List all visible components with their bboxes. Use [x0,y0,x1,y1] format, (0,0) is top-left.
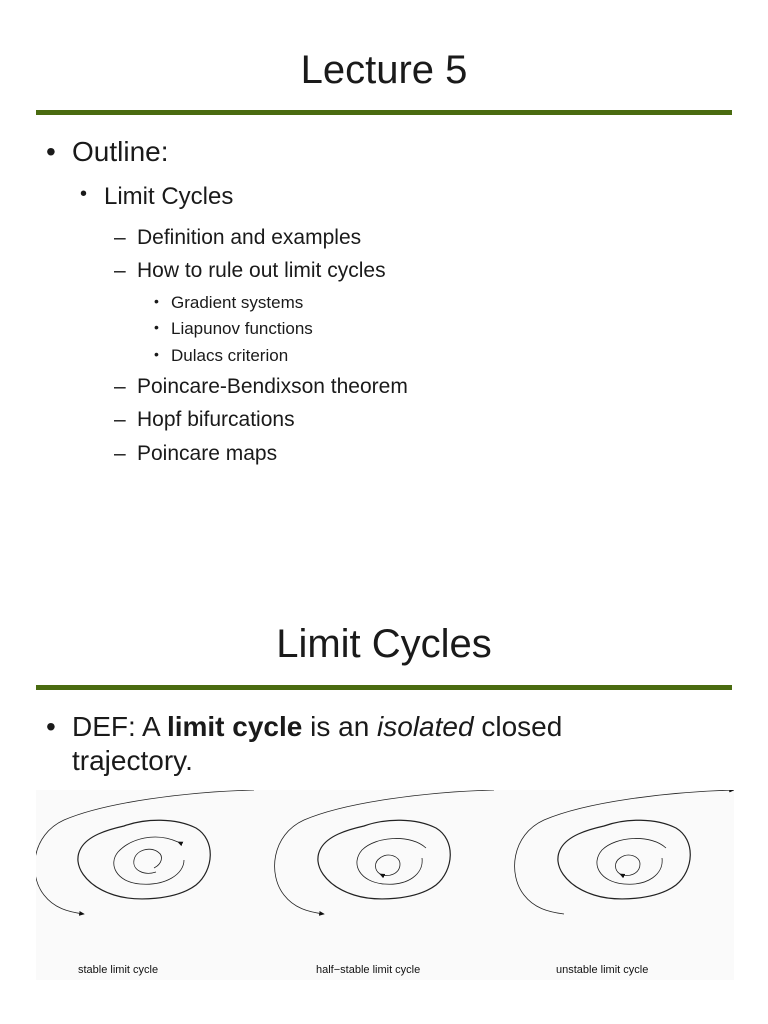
outline-item: How to rule out limit cycles [137,259,386,282]
dash-icon: – [114,226,126,249]
title-divider [36,110,732,115]
def-mid: is an [302,711,378,742]
def-prefix: DEF: A [72,711,167,742]
stable-limit-cycle-diagram [36,790,254,914]
outline-item: Definition and examples [137,226,362,249]
bullet-icon: • [154,319,159,335]
title-divider [36,685,732,690]
caption-unstable: unstable limit cycle [556,964,649,976]
dash-icon: – [114,259,126,282]
outline-label: Outline: [72,136,169,167]
slide-title: Limit Cycles [276,622,492,666]
outline-item: Poincare-Bendixson theorem [137,375,408,398]
outline-subitem: Liapunov functions [171,319,313,338]
limit-cycle-figure [36,790,734,980]
dash-icon: – [114,375,126,398]
slide-limit-cycles [0,512,768,1024]
outline-item: Poincare maps [137,442,278,465]
bullet-icon: • [154,346,159,362]
def-term: limit cycle [166,711,303,742]
outline-item: Hopf bifurcations [137,408,295,431]
slide-title: Lecture 5 [300,48,468,92]
phase-portraits [36,790,734,980]
caption-stable: stable limit cycle [78,964,159,976]
outline-subitem: Gradient systems [171,293,304,312]
dash-icon: – [114,442,126,465]
half-stable-limit-cycle-diagram [275,790,494,914]
section-limit-cycles: Limit Cycles [104,183,234,210]
bullet-icon: • [80,183,88,205]
unstable-limit-cycle-diagram [515,790,734,914]
bullet-icon: • [154,293,159,309]
bullet-icon: • [46,711,56,742]
def-emphasis: isolated [377,711,474,742]
def-suffix: closed trajectory. [72,711,563,776]
caption-half-stable: half−stable limit cycle [316,964,421,976]
bullet-icon: • [46,136,56,167]
definition-text [72,710,672,778]
outline-subitem: Dulacs criterion [171,346,289,365]
dash-icon: – [114,408,126,431]
